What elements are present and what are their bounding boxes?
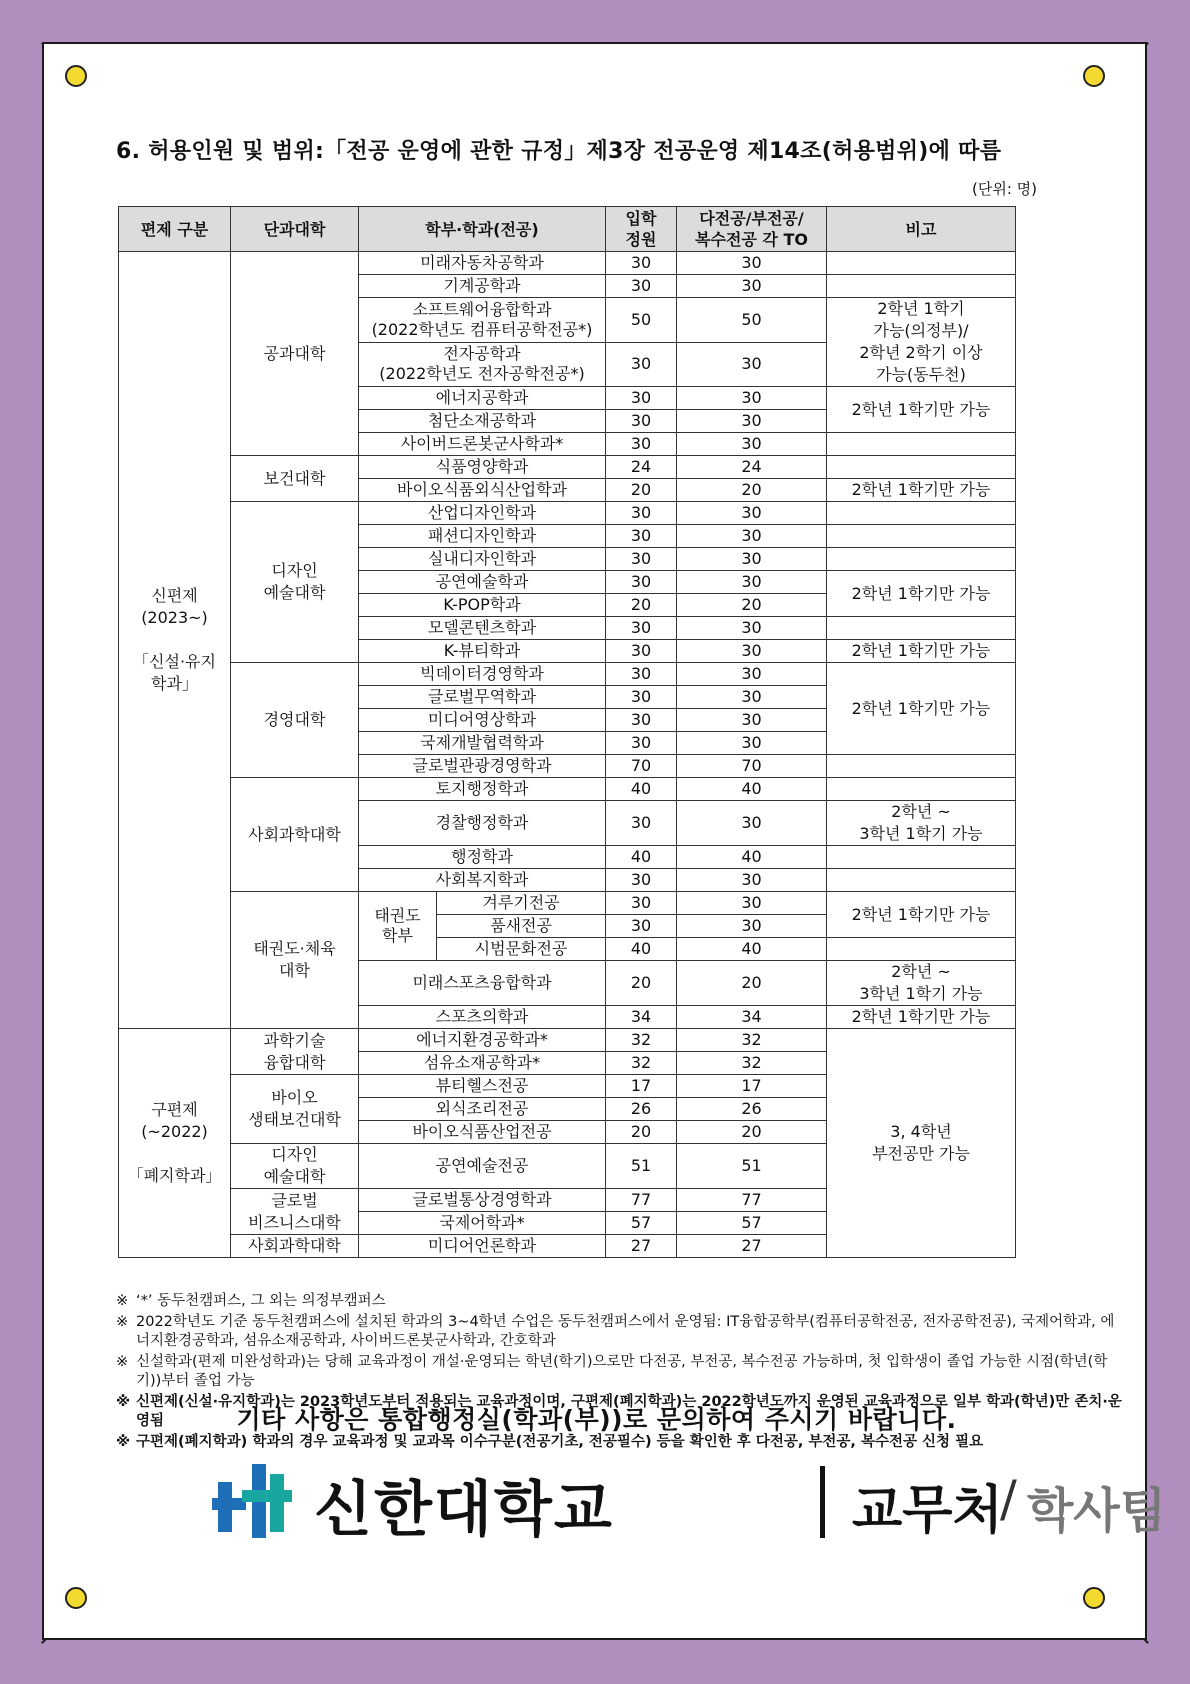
quota-cell: 70	[606, 755, 677, 778]
remark-cell: 2학년 1학기만 가능	[827, 387, 1016, 433]
quota-cell: 30	[606, 525, 677, 548]
to-cell: 30	[677, 525, 827, 548]
department-cell: 바이오식품산업전공	[359, 1121, 606, 1144]
quota-cell: 26	[606, 1098, 677, 1121]
remark-cell	[827, 755, 1016, 778]
department-cell: K-뷰티학과	[359, 640, 606, 663]
department-cell: 국제어학과*	[359, 1212, 606, 1235]
office-name: 교무처	[852, 1481, 1003, 1541]
quota-cell: 30	[606, 915, 677, 938]
college-cell: 태권도·체육 대학	[231, 892, 359, 1029]
to-cell: 30	[677, 433, 827, 456]
remark-cell	[827, 778, 1016, 801]
department-cell: 미디어언론학과	[359, 1235, 606, 1258]
remark-cell: 2학년 ~ 3학년 1학기 가능	[827, 801, 1016, 846]
college-cell: 보건대학	[231, 456, 359, 502]
department-cell: 뷰티헬스전공	[359, 1075, 606, 1098]
remark-cell	[827, 502, 1016, 525]
quota-cell: 30	[606, 433, 677, 456]
university-emblem-icon	[212, 1460, 294, 1542]
note-text: 2022학년도 기준 동두천캠퍼스에 설치된 학과의 3~4학년 수업은 동두천캠퍼스에서 운영됨: IT융합공학부(컴퓨터공학전공, 전자공학전공), 국제어학과, 에너지환경공학과, 섬유소재공학과, 사이버드론봇군사학과, 간호학과	[136, 1314, 1115, 1349]
university-name: 신한대학교	[314, 1475, 614, 1545]
quota-cell: 30	[606, 663, 677, 686]
to-cell: 30	[677, 640, 827, 663]
remark-cell: 2학년 1학기만 가능	[827, 892, 1016, 938]
to-cell: 20	[677, 1121, 827, 1144]
quota-cell: 77	[606, 1189, 677, 1212]
college-cell: 글로벌 비즈니스대학	[231, 1189, 359, 1235]
quota-cell: 40	[606, 938, 677, 961]
remark-cell: 2학년 1학기만 가능	[827, 640, 1016, 663]
department-cell: 에너지공학과	[359, 387, 606, 410]
table-row	[119, 252, 1016, 275]
remark-cell: 2학년 1학기만 가능	[827, 571, 1016, 617]
header-quota: 입학 정원	[606, 207, 677, 252]
note-mark: ※	[116, 1354, 129, 1370]
quota-cell: 20	[606, 479, 677, 502]
remark-cell	[827, 869, 1016, 892]
table-row	[119, 892, 1016, 915]
department-cell: 모델콘텐츠학과	[359, 617, 606, 640]
unit-label: (단위: 명)	[972, 180, 1037, 198]
department-cell: 시범문화전공	[437, 938, 606, 961]
college-cell: 사회과학대학	[231, 778, 359, 892]
to-cell: 51	[677, 1144, 827, 1189]
to-cell: 32	[677, 1052, 827, 1075]
remark-cell: 2학년 1학기만 가능	[827, 479, 1016, 502]
department-cell: K-POP학과	[359, 594, 606, 617]
department-cell: 미디어영상학과	[359, 709, 606, 732]
quota-cell: 20	[606, 961, 677, 1006]
department-cell: 토지행정학과	[359, 778, 606, 801]
to-cell: 17	[677, 1075, 827, 1098]
department-cell: 스포츠의학과	[359, 1006, 606, 1029]
quota-cell: 30	[606, 502, 677, 525]
quota-cell: 30	[606, 410, 677, 433]
remark-cell	[827, 617, 1016, 640]
quota-cell: 30	[606, 617, 677, 640]
to-cell: 30	[677, 571, 827, 594]
remark-cell: 3, 4학년 부전공만 가능	[827, 1029, 1016, 1258]
quota-cell: 40	[606, 846, 677, 869]
to-cell: 20	[677, 594, 827, 617]
department-cell: 식품영양학과	[359, 456, 606, 479]
quota-cell: 51	[606, 1144, 677, 1189]
department-cell: 미래자동차공학과	[359, 252, 606, 275]
to-cell: 30	[677, 342, 827, 387]
quota-cell: 27	[606, 1235, 677, 1258]
note-text: ‘*’ 동두천캠퍼스, 그 외는 의정부캠퍼스	[136, 1293, 386, 1309]
quota-cell: 30	[606, 275, 677, 298]
to-cell: 30	[677, 869, 827, 892]
to-cell: 57	[677, 1212, 827, 1235]
table-header-row	[119, 207, 1016, 252]
quota-cell: 30	[606, 892, 677, 915]
to-cell: 30	[677, 709, 827, 732]
quota-cell: 17	[606, 1075, 677, 1098]
table-row	[119, 502, 1016, 525]
college-cell: 공과대학	[231, 252, 359, 456]
department-cell: 국제개발협력학과	[359, 732, 606, 755]
corner-pin-icon	[65, 65, 87, 87]
department-cell: 섬유소재공학과*	[359, 1052, 606, 1075]
department-cell: 공연예술전공	[359, 1144, 606, 1189]
header-college: 단과대학	[231, 207, 359, 252]
corner-pin-icon	[1083, 65, 1105, 87]
sub-division-cell: 태권도 학부	[359, 892, 437, 961]
to-cell: 30	[677, 663, 827, 686]
remark-cell: 2학년 1학기만 가능	[827, 1006, 1016, 1029]
department-cell: 사회복지학과	[359, 869, 606, 892]
to-cell: 40	[677, 938, 827, 961]
quota-cell: 32	[606, 1052, 677, 1075]
to-cell: 20	[677, 961, 827, 1006]
department-cell: 사이버드론봇군사학과*	[359, 433, 606, 456]
team-name: 학사팀	[1027, 1483, 1167, 1539]
table-row	[119, 456, 1016, 479]
remark-cell	[827, 456, 1016, 479]
department-cell: 에너지환경공학과*	[359, 1029, 606, 1052]
note-mark: ※	[116, 1314, 129, 1330]
quota-cell: 30	[606, 686, 677, 709]
table-row	[119, 1029, 1016, 1052]
to-cell: 34	[677, 1006, 827, 1029]
to-cell: 40	[677, 846, 827, 869]
remark-cell: 2학년 ~ 3학년 1학기 가능	[827, 961, 1016, 1006]
college-cell: 경영대학	[231, 663, 359, 778]
remark-cell: 2학년 1학기 가능(의정부)/ 2학년 2학기 이상 가능(동두천)	[827, 298, 1016, 387]
system-cell: 신편제 (2023~) 「신설·유지 학과」	[119, 252, 231, 1029]
to-cell: 40	[677, 778, 827, 801]
department-cell: 패션디자인학과	[359, 525, 606, 548]
remark-cell	[827, 433, 1016, 456]
department-cell: 미래스포츠융합학과	[359, 961, 606, 1006]
note-item	[116, 1313, 1126, 1351]
to-cell: 32	[677, 1029, 827, 1052]
department-cell: 경찰행정학과	[359, 801, 606, 846]
to-cell: 30	[677, 801, 827, 846]
quota-cell: 30	[606, 548, 677, 571]
college-cell: 사회과학대학	[231, 1235, 359, 1258]
document-paper	[42, 42, 1167, 1640]
logo-slash: /	[1000, 1470, 1017, 1528]
to-cell: 30	[677, 275, 827, 298]
note-item	[116, 1353, 1126, 1391]
remark-cell: 2학년 1학기만 가능	[827, 663, 1016, 755]
college-cell: 디자인 예술대학	[231, 502, 359, 663]
university-logo	[212, 1458, 1167, 1545]
to-cell: 30	[677, 548, 827, 571]
note-mark: ※	[116, 1394, 131, 1410]
section-heading: 6. 허용인원 및 범위:「전공 운영에 관한 규정」제3장 전공운영 제14조(허용범위)에 따름	[116, 139, 1002, 164]
department-cell: 소프트웨어융합학과 (2022학년도 컴퓨터공학전공*)	[359, 298, 606, 343]
department-cell: 빅데이터경영학과	[359, 663, 606, 686]
to-cell: 30	[677, 732, 827, 755]
quota-cell: 34	[606, 1006, 677, 1029]
to-cell: 30	[677, 915, 827, 938]
to-cell: 26	[677, 1098, 827, 1121]
quota-cell: 20	[606, 1121, 677, 1144]
corner-pin-icon	[65, 1587, 87, 1609]
to-cell: 27	[677, 1235, 827, 1258]
system-cell: 구편제 (~2022) 「폐지학과」	[119, 1029, 231, 1258]
department-cell: 글로벌무역학과	[359, 686, 606, 709]
to-cell: 30	[677, 252, 827, 275]
department-cell: 공연예술학과	[359, 571, 606, 594]
to-cell: 24	[677, 456, 827, 479]
to-cell: 70	[677, 755, 827, 778]
department-cell: 행정학과	[359, 846, 606, 869]
quota-cell: 24	[606, 456, 677, 479]
remark-cell	[827, 938, 1016, 961]
header-remark: 비고	[827, 207, 1016, 252]
department-cell: 겨루기전공	[437, 892, 606, 915]
quota-cell: 20	[606, 594, 677, 617]
to-cell: 30	[677, 892, 827, 915]
quota-cell: 57	[606, 1212, 677, 1235]
quota-cell: 30	[606, 252, 677, 275]
quota-cell: 30	[606, 342, 677, 387]
note-mark: ※	[116, 1434, 131, 1450]
college-cell: 과학기술 융합대학	[231, 1029, 359, 1075]
header-to: 다전공/부전공/ 복수전공 각 TO	[677, 207, 827, 252]
remark-cell	[827, 525, 1016, 548]
department-cell: 기계공학과	[359, 275, 606, 298]
quota-table	[118, 206, 1016, 1258]
remark-cell	[827, 548, 1016, 571]
department-cell: 첨단소재공학과	[359, 410, 606, 433]
quota-cell: 30	[606, 640, 677, 663]
to-cell: 30	[677, 387, 827, 410]
to-cell: 30	[677, 617, 827, 640]
remark-cell	[827, 846, 1016, 869]
department-cell: 실내디자인학과	[359, 548, 606, 571]
table-row	[119, 663, 1016, 686]
note-text: 신편제(신설·유지학과)는 2023학년도부터 적용되는 교육과정이며, 구편제(폐지학과)는 2022학년도까지 운영된 교육과정으로 일부 학과(학년)만 존치·운영됨	[136, 1394, 1122, 1429]
to-cell: 30	[677, 502, 827, 525]
quota-cell: 30	[606, 732, 677, 755]
quota-cell: 30	[606, 869, 677, 892]
quota-cell: 30	[606, 709, 677, 732]
to-cell: 50	[677, 298, 827, 343]
department-cell: 품새전공	[437, 915, 606, 938]
quota-cell: 30	[606, 801, 677, 846]
header-system: 편제 구분	[119, 207, 231, 252]
to-cell: 77	[677, 1189, 827, 1212]
department-cell: 외식조리전공	[359, 1098, 606, 1121]
quota-cell: 32	[606, 1029, 677, 1052]
college-cell: 디자인 예술대학	[231, 1144, 359, 1189]
note-text: 구편제(폐지학과) 학과의 경우 교육과정 및 교과목 이수구분(전공기초, 전공필수) 등을 확인한 후 다전공, 부전공, 복수전공 신청 필요	[136, 1434, 984, 1450]
table-row	[119, 778, 1016, 801]
corner-pin-icon	[1083, 1587, 1105, 1609]
department-cell: 글로벌통상경영학과	[359, 1189, 606, 1212]
to-cell: 20	[677, 479, 827, 502]
to-cell: 30	[677, 686, 827, 709]
logo-divider	[820, 1466, 825, 1538]
header-department: 학부·학과(전공)	[359, 207, 606, 252]
department-cell: 전자공학과 (2022학년도 전자공학전공*)	[359, 342, 606, 387]
note-mark: ※	[116, 1293, 129, 1309]
to-cell: 30	[677, 410, 827, 433]
quota-cell: 40	[606, 778, 677, 801]
quota-cell: 50	[606, 298, 677, 343]
department-cell: 바이오식품외식산업학과	[359, 479, 606, 502]
remark-cell	[827, 252, 1016, 275]
remark-cell	[827, 275, 1016, 298]
college-cell: 바이오 생태보건대학	[231, 1075, 359, 1144]
note-text: 신설학과(편제 미완성학과)는 당해 교육과정이 개설·운영되는 학년(학기)으로만 다전공, 부전공, 복수전공 가능하며, 첫 입학생이 졸업 가능한 시점(학년(학기))부터 졸업 가능	[136, 1354, 1108, 1389]
quota-cell: 30	[606, 387, 677, 410]
closing-message: 기타 사항은 통합행정실(학과(부))로 문의하여 주시기 바랍니다.	[236, 1405, 957, 1434]
note-item	[116, 1292, 1126, 1311]
department-cell: 글로벌관광경영학과	[359, 755, 606, 778]
department-cell: 산업디자인학과	[359, 502, 606, 525]
quota-cell: 30	[606, 571, 677, 594]
